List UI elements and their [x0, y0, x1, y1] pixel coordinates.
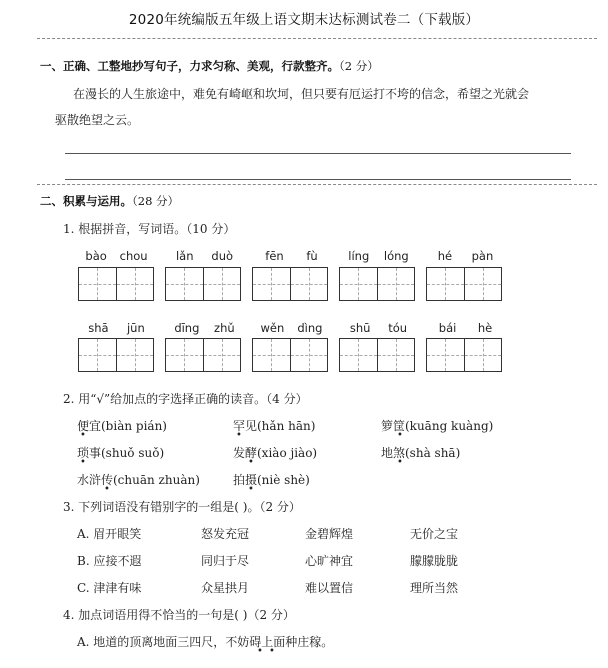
pinyin-label: bái hè	[438, 321, 493, 335]
question-1: 1. 根据拼音，写词语。（10 分）	[63, 222, 236, 236]
pronunciation-item[interactable]: 拍摄(niè shè)	[233, 473, 310, 487]
emphasis-dot: •	[80, 430, 86, 441]
answer-box[interactable]	[165, 267, 241, 301]
option-b[interactable]: B. 应接不遐	[77, 554, 142, 568]
emphasis-dot: •	[236, 430, 242, 441]
section-2-heading: 二、积累与运用。（28 分）	[40, 194, 180, 208]
answer-box[interactable]	[165, 338, 241, 372]
answer-box[interactable]	[426, 338, 502, 372]
pinyin-label: shū tóu	[349, 321, 408, 335]
answer-box[interactable]	[252, 338, 328, 372]
pronunciation-item[interactable]: 罕见(hǎn hān)	[233, 419, 316, 433]
pinyin-label: lǎn duò	[175, 249, 234, 263]
option-c[interactable]: C. 津津有味	[77, 581, 142, 595]
question-4: 4. 加点词语用得不恰当的一句是( )（2 分）	[63, 608, 295, 622]
word-group-item: 同归于尽	[201, 554, 250, 568]
pronunciation-item[interactable]: 便宜(biàn pián)	[77, 419, 167, 433]
emphasis-dot: •	[104, 484, 110, 495]
section-1-heading: 一、正确、工整地抄写句子，力求匀称、美观，行款整齐。（2 分）	[40, 59, 379, 73]
option-a[interactable]: A. 地道的顶离地面三四尺，不妨碍上面种庄稼。	[77, 635, 334, 649]
section-1-sentence-line1: 在漫长的人生旅途中，难免有崎岖和坎坷，但只要有厄运打不垮的信念，希望之光就会	[73, 87, 530, 101]
answer-box[interactable]	[426, 267, 502, 301]
word-group-item: 众星拱月	[201, 581, 250, 595]
emphasis-dot: •	[397, 457, 403, 468]
word-group-item: 金碧辉煌	[305, 527, 354, 541]
divider-line	[37, 38, 597, 39]
word-group-item: 心旷神宜	[305, 554, 354, 568]
question-3: 3. 下列词语没有错别字的一组是( )。（2 分）	[63, 500, 301, 514]
answer-box[interactable]	[339, 338, 415, 372]
emphasis-dot: •	[257, 646, 263, 657]
page-title: 2020年统编版五年级上语文期末达标测试卷二（下载版）	[128, 12, 480, 28]
pinyin-label: fēn fù	[265, 249, 318, 263]
pronunciation-item[interactable]: 琐事(shuǒ suǒ)	[77, 446, 165, 460]
emphasis-dot: •	[248, 457, 254, 468]
answer-box[interactable]	[78, 338, 154, 372]
section-1-sentence-line2: 驱散绝望之云。	[55, 113, 140, 127]
word-group-item: 朦朦胧胧	[410, 554, 459, 568]
emphasis-dot: •	[248, 484, 254, 495]
answer-box[interactable]	[252, 267, 328, 301]
pinyin-label: hé pàn	[437, 249, 494, 263]
word-group-item: 难以置信	[305, 581, 354, 595]
word-group-item: 无价之宝	[410, 527, 459, 541]
writing-line-1[interactable]	[65, 153, 571, 154]
option-a[interactable]: A. 眉开眼笑	[77, 527, 142, 541]
writing-line-2[interactable]	[65, 179, 571, 180]
pronunciation-item[interactable]: 箩筐(kuāng kuàng)	[381, 419, 494, 433]
pronunciation-item[interactable]: 发酵(xiào jiào)	[233, 446, 318, 460]
divider-line	[37, 184, 597, 185]
emphasis-dot: •	[397, 430, 403, 441]
word-group-item: 理所当然	[410, 581, 459, 595]
emphasis-dot: •	[269, 646, 275, 657]
answer-box[interactable]	[78, 267, 154, 301]
pinyin-label: bào chou	[85, 249, 148, 263]
pronunciation-item[interactable]: 水浒传(chuān zhuàn)	[77, 473, 200, 487]
pinyin-label: dīng zhǔ	[174, 321, 235, 335]
pinyin-label: shā jūn	[88, 321, 145, 335]
emphasis-dot: •	[80, 457, 86, 468]
pronunciation-item[interactable]: 地煞(shà shā)	[381, 446, 461, 460]
answer-box[interactable]	[339, 267, 415, 301]
exam-sheet	[37, 38, 597, 668]
pinyin-label: wěn dìng	[260, 321, 323, 335]
word-group-item: 怒发充冠	[201, 527, 250, 541]
question-2: 2. 用“√”给加点的字选择正确的读音。（4 分）	[63, 392, 308, 406]
pinyin-label: líng lóng	[348, 249, 409, 263]
